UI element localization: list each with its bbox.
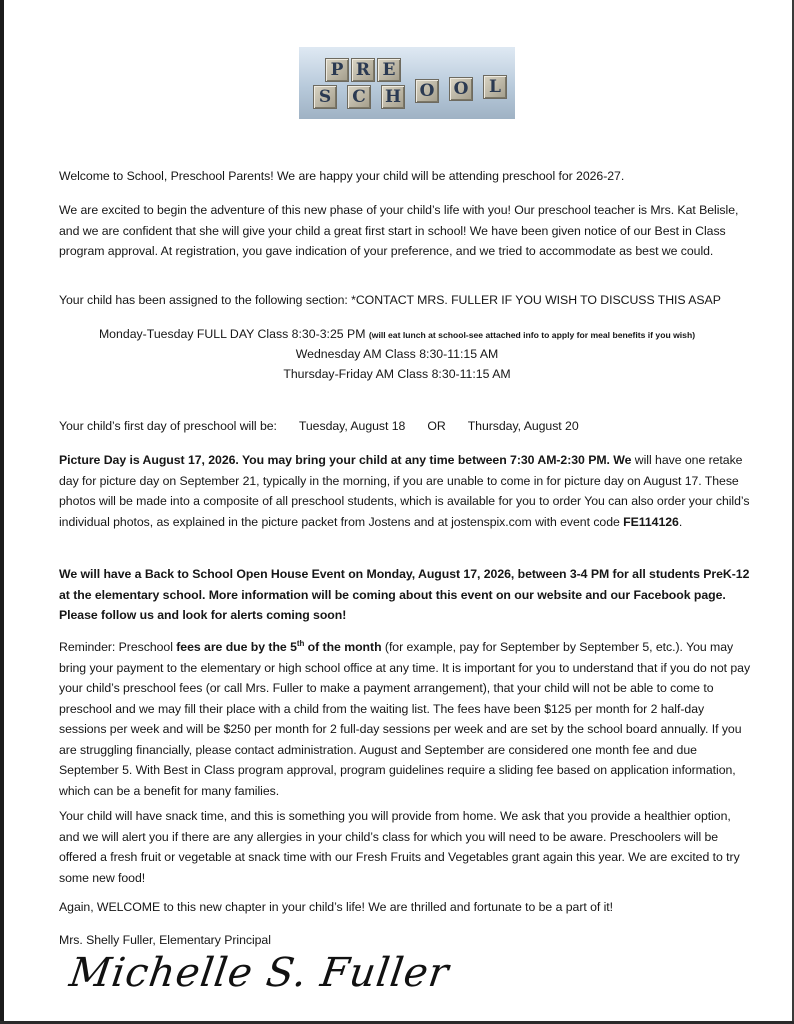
principal-name: Mrs. Shelly Fuller, Elementary Principal (59, 933, 271, 947)
fees-intro: Reminder: Preschool (59, 640, 177, 655)
first-day-line (59, 416, 753, 437)
section-assignment-paragraph: Your child has been assigned to the following section: *CONTACT MRS. FULLER IF YOU WISH TO DISCUSS THIS ASAP (59, 293, 721, 307)
first-day-option-2: Thursday, August 20 (467, 419, 579, 433)
scan-border-left (0, 0, 4, 1024)
logo-block: O (449, 77, 473, 101)
logo-block: C (347, 85, 371, 109)
schedule-line-wednesday: Wednesday AM Class 8:30-11:15 AM (295, 347, 499, 361)
picture-day-heading: Picture Day is August 17, 2026. You may bring your child at any time between 7:30 AM-2:30 PM. We (59, 453, 632, 467)
snack-paragraph: Your child will have snack time, and this is something you will provide from home. We ask that you provide a healthier option, and we will alert you if there are any allergies in your child’s class for which you will need to be aware. Preschoolers will be offered a fresh fruit or vegetable at snack time with our Fresh Fruits and Vegetables grant again this year. We are excited to try some new food! (59, 809, 740, 885)
schedule-full-day-note: (will eat lunch at school-see attached info to apply for meal benefits if you wish) (368, 330, 696, 340)
picture-day-details: will have one retake day for picture day on September 21, typically in the morning, if you are unable to come in for picture day on August 17. These photos will be made into a composite of all preschool students, which is available for you to order You can also order your child’s individual photos, as explained in the picture packet from Jostens and at jostenspix.com with event code (59, 453, 750, 529)
logo-block: S (313, 85, 337, 109)
fees-details: (for example, pay for September by September 5, etc.). You may bring your payment to the elementary or high school office at any time. It is important for you to understand that if you do not pay your child’s preschool fees (or call Mrs. Fuller to make a payment arrangement), that your child will not be able to come to preschool and we may fill their place with a child from the waiting list. The fees have been $125 per month for 2 half-day sessions per week and will be $250 per month for 2 full-day sessions per week and are set by the school board annually. If you are struggling financially, please contact administration. August and September are considered one month fee and due September 5. With Best in Class program approval, program guidelines require a sliding fee based on application information, which can be a benefit for many families. (59, 640, 751, 798)
event-code: FE114126 (623, 514, 679, 529)
logo-block: E (377, 58, 401, 82)
logo-block: L (483, 75, 507, 99)
schedule-line-thursday-friday: Thursday-Friday AM Class 8:30-11:15 AM (283, 367, 511, 381)
first-day-label: Your child’s first day of preschool will be: (59, 419, 277, 433)
fees-month-text: of the month (304, 640, 382, 655)
fees-due-text: fees are due by the 5 (176, 640, 297, 655)
open-house-paragraph: We will have a Back to School Open House Event on Monday, August 17, 2026, between 3-4 PM for all students PreK-12 at the elementary school. More information will be coming about this event on our website and our Facebook page. Please follow us and look for alerts coming soon! (59, 567, 750, 622)
picture-day-end: . (678, 514, 683, 529)
first-day-or: OR (427, 419, 446, 433)
logo-block: O (415, 79, 439, 103)
logo-block: H (381, 85, 405, 109)
first-day-option-1: Tuesday, August 18 (298, 419, 406, 433)
fees-paragraph (59, 634, 753, 801)
logo-block: P (325, 58, 349, 82)
schedule-full-day-text: Monday-Tuesday FULL DAY Class 8:30-3:25 PM (98, 327, 366, 341)
schedule-line-full-day (0, 324, 794, 345)
intro-paragraph: We are excited to begin the adventure of this new phase of your child’s life with you! Our preschool teacher is Mrs. Kat Belisle, and we are confident that she will give your child a great first start in school! We have been given notice of our Best in Class program approval. At registration, you gave indication of your preference, and we tried to accommodate as best we could. (59, 203, 739, 258)
closing-paragraph: Again, WELCOME to this new chapter in your child’s life! We are thrilled and fortunate to be a part of it! (59, 900, 614, 914)
fees-superscript: th (296, 639, 305, 648)
welcome-paragraph: Welcome to School, Preschool Parents! We are happy your child will be attending preschool for 2026-27. (59, 169, 625, 183)
logo-block: R (351, 58, 375, 82)
preschool-blocks-logo (299, 47, 515, 119)
picture-day-paragraph (59, 450, 753, 532)
handwritten-signature: Michelle S. Fuller (66, 950, 453, 996)
